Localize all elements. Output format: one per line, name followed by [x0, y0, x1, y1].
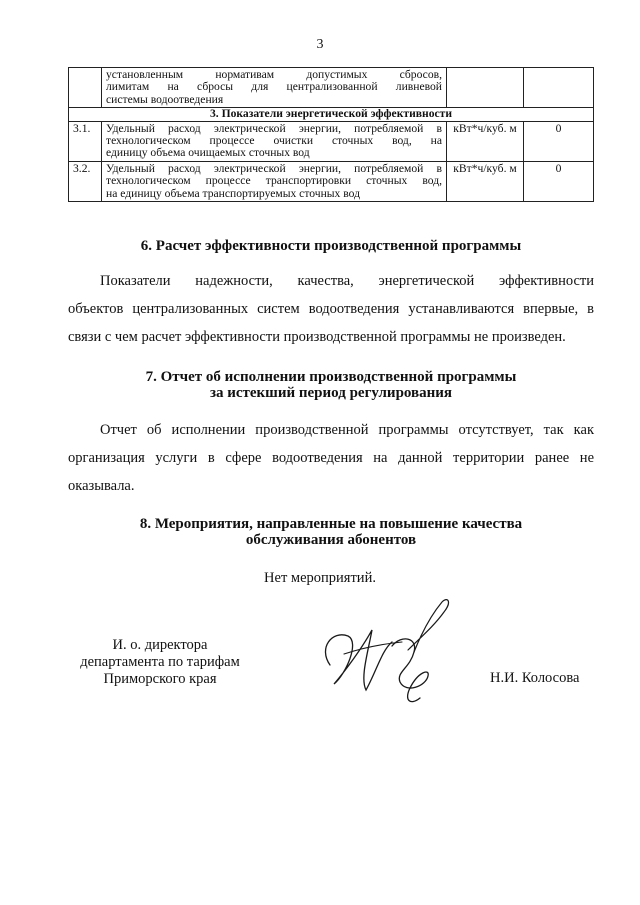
table-section-title: 3. Показатели энергетической эффективности [69, 108, 594, 121]
paragraph-line: оказывала. [68, 478, 135, 494]
indicator-name-line: технологическом процессе очистки сточных вод, на [106, 134, 442, 148]
indicator-name-line: единицу объема очищаемых сточных вод [106, 146, 310, 160]
row-number [69, 68, 102, 108]
paragraph-line: объектов централизованных систем водоотведения устанавливаются впервые, в [68, 301, 594, 317]
indicators-table [68, 67, 594, 202]
paragraph-line: Отчет об исполнении производственной программы отсутствует, так как [100, 422, 594, 438]
section-7-heading [68, 369, 594, 401]
table-row [69, 68, 594, 108]
table-row [69, 161, 594, 201]
table-section-row [69, 108, 594, 121]
no-measures-text: Нет мероприятий. [264, 570, 376, 586]
indicator-name-line: Удельный расход электрической энергии, потребляемой в [106, 161, 442, 175]
indicator-name-line: лимитам на сбросы для централизованной ливневой [106, 80, 442, 94]
indicator-name-line: на единицу объема транспортируемых сточных вод [106, 186, 361, 200]
indicator-value: 0 [524, 161, 594, 201]
position-line: И. о. директора [112, 637, 208, 653]
page-number: 3 [316, 37, 324, 52]
table-row [69, 121, 594, 161]
row-number: 3.2. [69, 161, 102, 201]
indicator-name [102, 68, 447, 108]
signatory-position [60, 637, 260, 688]
position-line: Приморского края [103, 671, 217, 687]
heading-line: 8. Мероприятия, направленные на повышение качества [139, 516, 523, 532]
indicator-unit: кВт*ч/куб. м [447, 121, 524, 161]
position-line: департамента по тарифам [80, 654, 240, 670]
section-8-heading [68, 516, 594, 548]
heading-line: 7. Отчет об исполнении производственной программы [145, 369, 517, 385]
section-7-text [68, 416, 594, 500]
indicator-value: 0 [524, 121, 594, 161]
paragraph-line: связи с чем расчет эффективности производственной программы не произведен. [68, 329, 566, 345]
row-number: 3.1. [69, 121, 102, 161]
indicator-unit [447, 68, 524, 108]
indicator-name [102, 121, 447, 161]
handwritten-signature [310, 590, 460, 710]
indicator-name-line: технологическом процессе транспортировки сточных вод, [106, 174, 442, 188]
heading-line: за истекший период регулирования [209, 385, 453, 401]
signatory-name: Н.И. Колосова [490, 670, 580, 686]
indicator-unit: кВт*ч/куб. м [447, 161, 524, 201]
indicator-name-line: Удельный расход электрической энергии, потребляемой в [106, 121, 442, 135]
indicator-name-line: системы водоотведения [106, 92, 224, 106]
section-6-text [68, 267, 594, 351]
indicator-name-line: установленным нормативам допустимых сбросов, [106, 68, 442, 81]
section-6-heading: 6. Расчет эффективности производственной программы [140, 238, 522, 254]
paragraph-line: Показатели надежности, качества, энергетической эффективности [100, 273, 594, 289]
indicator-value [524, 68, 594, 108]
indicator-name [102, 161, 447, 201]
heading-line: обслуживания абонентов [245, 532, 417, 548]
paragraph-line: организация услуги в сфере водоотведения на данной территории ранее не [68, 450, 594, 466]
